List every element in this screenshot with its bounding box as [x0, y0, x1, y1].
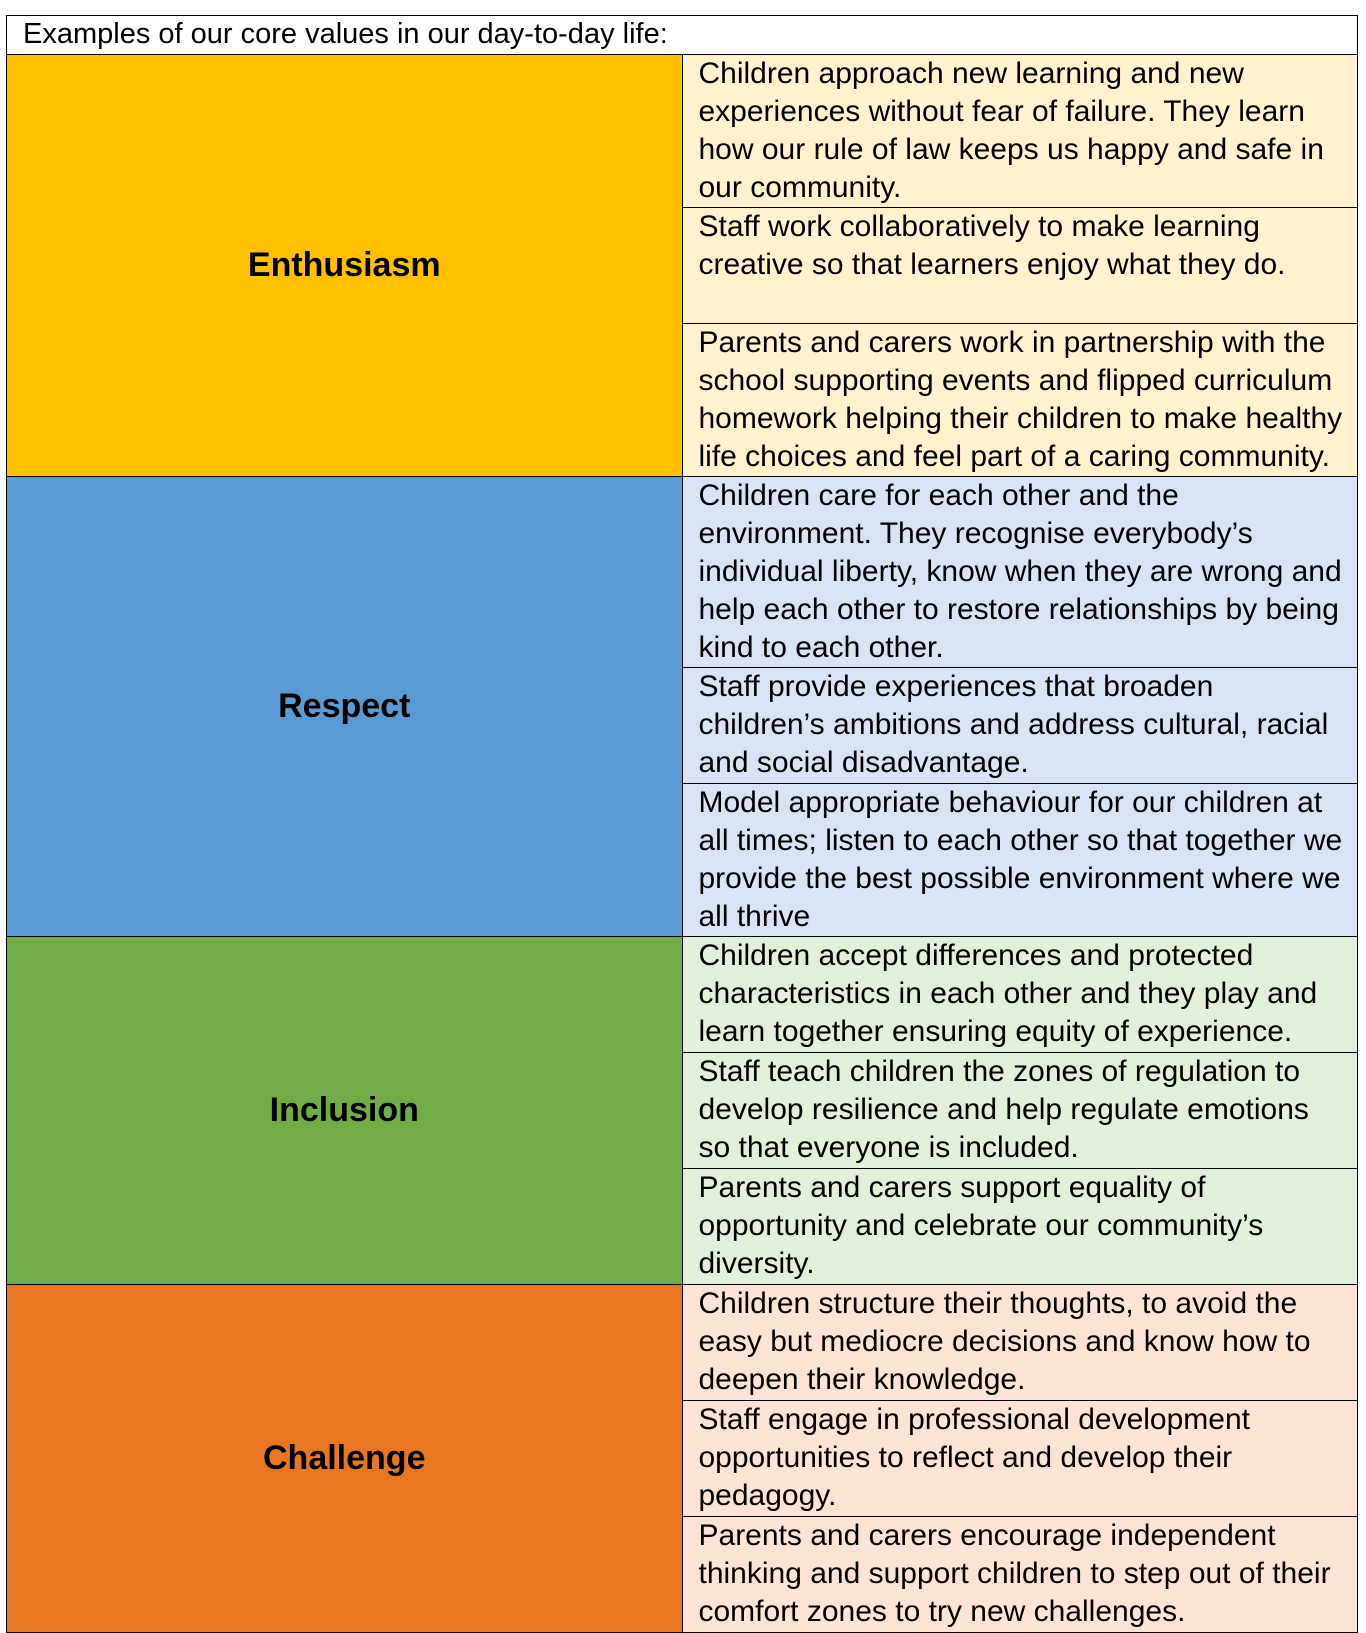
header-row: [7, 16, 1358, 55]
value-example-respect-3: Model appropriate behaviour for our children at all times; listen to each other so that together we provide the best possible environment where we all thrive: [682, 784, 1358, 937]
value-example-enthusiasm-2: Staff work collaboratively to make learning creative so that learners enjoy what they do.: [682, 208, 1358, 324]
core-values-table: [6, 15, 1358, 1633]
value-label-challenge: Challenge: [7, 1285, 683, 1633]
value-example-challenge-2: Staff engage in professional development opportunities to reflect and develop their pedagogy.: [682, 1401, 1358, 1517]
table-header: Examples of our core values in our day-to-day life:: [7, 16, 1358, 55]
core-values-table-body: [7, 16, 1358, 1633]
value-row-inclusion: [7, 937, 1358, 1053]
value-row-challenge: [7, 1285, 1358, 1401]
value-example-inclusion-1: Children accept differences and protected characteristics in each other and they play and learn together ensuring equity of experience.: [682, 937, 1358, 1053]
value-label-respect: Respect: [7, 477, 683, 937]
value-example-respect-1: Children care for each other and the environment. They recognise everybody’s individual liberty, know when they are wrong and help each other to restore relationships by being kind to each other.: [682, 477, 1358, 668]
value-example-inclusion-2: Staff teach children the zones of regulation to develop resilience and help regulate emotions so that everyone is included.: [682, 1053, 1358, 1169]
value-example-challenge-1: Children structure their thoughts, to avoid the easy but mediocre decisions and know how to deepen their knowledge.: [682, 1285, 1358, 1401]
value-example-respect-2: Staff provide experiences that broaden children’s ambitions and address cultural, racial and social disadvantage.: [682, 668, 1358, 784]
value-label-inclusion: Inclusion: [7, 937, 683, 1285]
value-example-inclusion-3: Parents and carers support equality of opportunity and celebrate our community’s diversity.: [682, 1169, 1358, 1285]
value-row-enthusiasm: [7, 55, 1358, 208]
value-example-enthusiasm-3: Parents and carers work in partnership with the school supporting events and flipped curriculum homework helping their children to make healthy life choices and feel part of a caring community.: [682, 324, 1358, 477]
value-label-enthusiasm: Enthusiasm: [7, 55, 683, 477]
value-row-respect: [7, 477, 1358, 668]
value-example-enthusiasm-1: Children approach new learning and new experiences without fear of failure. They learn how our rule of law keeps us happy and safe in our community.: [682, 55, 1358, 208]
value-example-challenge-3: Parents and carers encourage independent thinking and support children to step out of their comfort zones to try new challenges.: [682, 1517, 1358, 1633]
